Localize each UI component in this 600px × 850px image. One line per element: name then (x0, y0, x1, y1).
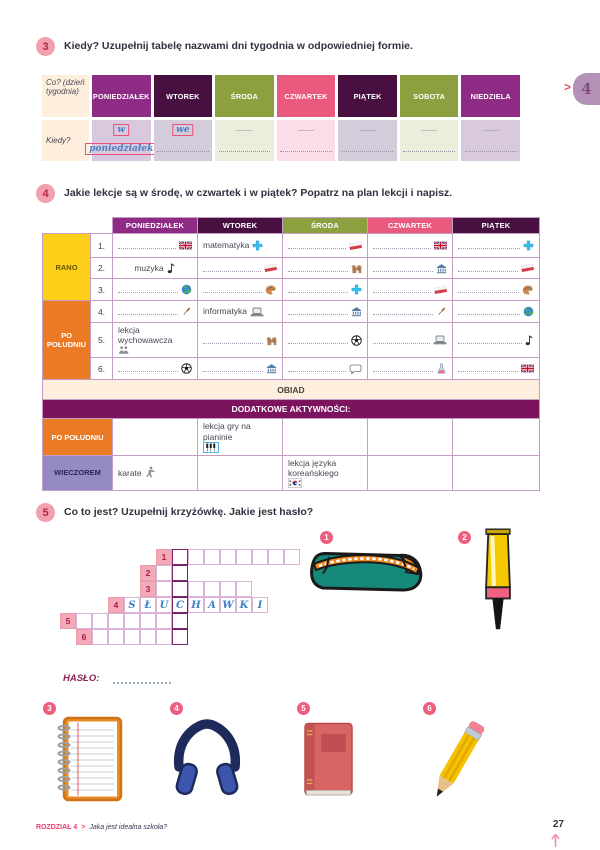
notebook-image (55, 714, 125, 804)
row-label-kiedy: Kiedy? (42, 120, 89, 161)
crossword-cell[interactable] (172, 581, 188, 597)
crossword-cell[interactable] (188, 597, 204, 613)
time-of-day-label: PO POŁUDNIU (43, 419, 113, 455)
pl-flag-icon (521, 263, 534, 273)
uk-flag-icon (521, 364, 534, 373)
schedule-cell[interactable] (198, 323, 283, 358)
answer-blank[interactable] (118, 371, 178, 372)
haslo-label: HASŁO: (63, 673, 100, 684)
handwritten-answer: we (172, 124, 193, 136)
crossword-cell[interactable] (92, 613, 108, 629)
crossword-cell[interactable] (172, 597, 188, 613)
crossword-cell[interactable] (156, 581, 172, 597)
answer-blank[interactable] (458, 248, 520, 249)
answer-blank-long[interactable] (157, 151, 209, 152)
answer-blank-long[interactable] (280, 151, 332, 152)
math-plus-icon (523, 240, 534, 251)
headphones-image (166, 717, 248, 801)
schedule-cell[interactable] (113, 358, 198, 380)
palette-icon (265, 285, 277, 295)
item-6-badge: 6 (423, 702, 436, 715)
crossword-letter: Ł (144, 599, 152, 611)
day-header: CZWARTEK (368, 218, 453, 234)
crossword-clue-number: 4 (108, 597, 124, 613)
schedule-cell[interactable] (198, 301, 283, 323)
crossword-cell[interactable] (172, 549, 188, 565)
castle-icon (351, 263, 362, 274)
crossword-cell[interactable] (172, 565, 188, 581)
crossword-letter: U (159, 599, 169, 611)
crossword-letter: A (208, 599, 216, 611)
day-header: WTOREK (198, 218, 283, 234)
schedule-cell[interactable] (198, 358, 283, 380)
answer-cell[interactable] (338, 120, 397, 161)
crossword-cell[interactable] (268, 549, 284, 565)
answer-blank[interactable] (288, 248, 346, 249)
schedule-cell[interactable] (368, 455, 453, 490)
crossword-cell[interactable] (220, 549, 236, 565)
answer-blank[interactable] (373, 248, 431, 249)
crossword-cell[interactable] (124, 629, 140, 645)
soccer-ball-icon (181, 363, 192, 374)
schedule-cell[interactable] (453, 301, 540, 323)
screwdriver-icon (181, 306, 192, 317)
schedule-cell[interactable] (113, 279, 198, 301)
day-header: ŚRODA (283, 218, 368, 234)
page-number: 27 (552, 819, 564, 830)
globe-icon (523, 306, 534, 317)
handwritten-answer: w (113, 124, 129, 136)
answer-blank[interactable] (458, 371, 518, 372)
day-column (215, 75, 274, 161)
answer-blank-long[interactable] (342, 151, 394, 152)
globe-icon (181, 284, 192, 295)
crossword-cell[interactable] (124, 597, 140, 613)
header-spacer (43, 218, 91, 234)
schedule-cell[interactable] (368, 234, 453, 258)
answer-cell[interactable] (461, 120, 520, 161)
day-header: NIEDZIELA (461, 75, 520, 117)
crossword-cell[interactable] (156, 629, 172, 645)
exercise-5-header (36, 503, 313, 522)
schedule-cell[interactable] (113, 323, 198, 358)
schedule-cell[interactable] (453, 323, 540, 358)
crossword-cell[interactable] (188, 549, 204, 565)
crossword-cell[interactable] (204, 581, 220, 597)
schedule-cell[interactable] (283, 234, 368, 258)
day-header: SOBOTA (400, 75, 459, 117)
crossword-cell[interactable] (172, 613, 188, 629)
day-column (400, 75, 459, 161)
day-header: PIĄTEK (338, 75, 397, 117)
day-column (461, 75, 520, 161)
answer-blank[interactable] (288, 271, 348, 272)
crossword-cell[interactable] (188, 581, 204, 597)
laptop-icon (250, 307, 264, 317)
castle-icon (266, 335, 277, 346)
haslo-row (63, 673, 171, 684)
schedule-cell[interactable] (198, 258, 283, 279)
lesson-number: 6. (91, 358, 113, 380)
pl-flag-icon (434, 285, 447, 295)
exercise-3-title: Kiedy? Uzupełnij tabelę nazwami dni tygodnia w odpowiedniej formie. (64, 40, 413, 52)
answer-blank[interactable] (288, 314, 348, 315)
day-header: WTOREK (154, 75, 213, 117)
schedule-cell[interactable] (283, 301, 368, 323)
crossword-cell[interactable] (156, 613, 172, 629)
answer-blank[interactable] (288, 371, 346, 372)
pencil-image (426, 714, 488, 809)
day-column (277, 75, 336, 161)
activity-text: lekcja gry na pianinie (203, 421, 251, 442)
schedule-cell[interactable] (453, 358, 540, 380)
item-1-badge: 1 (320, 531, 333, 544)
answer-cell[interactable] (215, 120, 274, 161)
crossword-clue-number: 1 (156, 549, 172, 565)
answer-blank[interactable] (373, 371, 433, 372)
crossword-cell[interactable] (156, 565, 172, 581)
book-image (300, 721, 356, 801)
schedule-cell[interactable] (453, 234, 540, 258)
answer-blank[interactable] (118, 248, 176, 249)
answer-blank[interactable] (458, 314, 520, 315)
lesson-text: matematyka (203, 240, 250, 251)
crossword-letter: I (257, 599, 263, 611)
item-4-badge: 4 (170, 702, 183, 715)
lunch-row: OBIAD (43, 380, 540, 400)
day-column (154, 75, 213, 161)
crossword-cell[interactable] (204, 549, 220, 565)
uk-flag-icon (179, 241, 192, 250)
activity-text: lekcja języka koreańskiego (288, 457, 339, 478)
answer-blank[interactable] (373, 314, 433, 315)
lesson-text: muzyka (134, 262, 164, 273)
schedule-cell[interactable] (283, 279, 368, 301)
answer-blank[interactable] (203, 371, 263, 372)
crossword-clue-number: 3 (140, 581, 156, 597)
crossword-cell[interactable] (252, 597, 268, 613)
activity-text: karate (118, 467, 142, 478)
extra-activities-header: DODATKOWE AKTYWNOŚCI: (43, 400, 540, 419)
pencil-case-image (306, 543, 426, 593)
up-arrow-icon (550, 832, 561, 848)
answer-blank-short[interactable] (299, 130, 314, 131)
answer-blank-long[interactable] (219, 151, 271, 152)
answer-blank[interactable] (118, 292, 178, 293)
lesson-number: 1. (91, 234, 113, 258)
answer-blank-short[interactable] (422, 130, 437, 131)
answer-blank[interactable] (288, 343, 348, 344)
footer-book-title: Jaka jest idealna szkoła? (89, 824, 168, 831)
karate-figure-icon (145, 466, 156, 479)
flask-icon (436, 363, 447, 375)
side-tab-arrow: > (563, 80, 571, 94)
lesson-number: 4. (91, 301, 113, 323)
schedule-cell[interactable] (283, 419, 368, 455)
day-header: PIĄTEK (453, 218, 540, 234)
crossword-cell[interactable] (220, 597, 236, 613)
crossword-cell[interactable] (140, 629, 156, 645)
exercise-5-title: Co to jest? Uzupełnij krzyżówkę. Jakie jest hasło? (64, 506, 314, 518)
answer-blank[interactable] (373, 292, 431, 293)
answer-cell[interactable] (277, 120, 336, 161)
pl-flag-icon (264, 263, 277, 273)
answer-blank[interactable] (373, 343, 430, 344)
time-of-day-label: PO POŁUDNIU (43, 301, 91, 380)
crossword-letter: C (176, 599, 184, 611)
lesson-schedule-table (42, 217, 540, 491)
soccer-ball-icon (351, 335, 362, 346)
crossword-cell[interactable] (236, 581, 252, 597)
schedule-cell[interactable] (113, 234, 198, 258)
schedule-cell[interactable] (368, 279, 453, 301)
schedule-cell[interactable] (198, 279, 283, 301)
math-plus-icon (252, 240, 263, 251)
answer-blank[interactable] (458, 271, 518, 272)
crossword-cell[interactable] (124, 613, 140, 629)
exercise-4-header (36, 184, 452, 203)
schedule-cell[interactable] (453, 419, 540, 455)
crossword-cell[interactable] (140, 613, 156, 629)
crossword-cell[interactable] (284, 549, 300, 565)
schedule-cell[interactable] (283, 258, 368, 279)
uk-flag-icon (434, 241, 447, 250)
schedule-cell[interactable] (113, 455, 198, 490)
crossword-letter: H (191, 599, 201, 611)
corner-question: Co? (dzień tygodnia) (42, 75, 89, 117)
answer-blank[interactable] (288, 292, 348, 293)
crossword-cell[interactable] (92, 629, 108, 645)
schedule-cell[interactable] (368, 323, 453, 358)
people-group-icon (118, 345, 130, 355)
schedule-cell[interactable] (113, 258, 198, 279)
schedule-cell[interactable] (283, 358, 368, 380)
crossword-cell[interactable] (236, 597, 252, 613)
answer-blank[interactable] (203, 292, 262, 293)
kr-flag-icon (288, 478, 302, 488)
header-spacer (91, 218, 113, 234)
answer-blank[interactable] (118, 314, 178, 315)
schedule-cell[interactable] (283, 455, 368, 490)
day-column (89, 75, 154, 161)
piano-icon (203, 442, 219, 453)
glue-tube-image (477, 526, 519, 636)
crossword-letter: W (222, 599, 234, 611)
crossword-cell[interactable] (140, 597, 156, 613)
answer-blank[interactable] (203, 271, 261, 272)
answer-blank-short[interactable] (360, 130, 375, 131)
pl-flag-icon (349, 241, 362, 251)
time-of-day-label: WIECZOREM (43, 455, 113, 490)
crossword-cell[interactable] (108, 613, 124, 629)
schedule-cell[interactable] (198, 419, 283, 455)
crossword-cell[interactable] (252, 549, 268, 565)
lesson-number: 3. (91, 279, 113, 301)
exercise-3-badge: 3 (36, 37, 55, 56)
crossword-cell[interactable] (236, 549, 252, 565)
lesson-text: informatyka (203, 306, 247, 317)
schedule-cell[interactable] (368, 301, 453, 323)
crossword-cell[interactable] (204, 597, 220, 613)
footer (36, 824, 167, 831)
schedule-cell[interactable] (198, 234, 283, 258)
crossword-letter: S (128, 599, 136, 611)
day-header: ŚRODA (215, 75, 274, 117)
crossword-letter: K (239, 599, 249, 611)
day-column (338, 75, 397, 161)
schedule-cell[interactable] (453, 258, 540, 279)
handwritten-answer: poniedziałek (85, 143, 157, 155)
schedule-cell[interactable] (368, 258, 453, 279)
laptop-icon (433, 335, 447, 345)
answer-blank[interactable] (203, 343, 263, 344)
museum-icon (266, 363, 277, 374)
answer-blank[interactable] (458, 343, 522, 344)
day-header: PONIEDZIAŁEK (92, 75, 151, 117)
side-tab-unit: 4 (573, 73, 600, 105)
schedule-cell[interactable] (453, 455, 540, 490)
day-header: PONIEDZIAŁEK (113, 218, 198, 234)
schedule-cell[interactable] (283, 323, 368, 358)
schedule-cell[interactable] (368, 419, 453, 455)
museum-icon (351, 306, 362, 317)
answer-blank-long[interactable] (465, 151, 517, 152)
museum-icon (436, 263, 447, 274)
answer-blank[interactable] (373, 271, 433, 272)
crossword-clue-number: 5 (60, 613, 76, 629)
day-header: CZWARTEK (277, 75, 336, 117)
palette-icon (522, 285, 534, 295)
lesson-number: 2. (91, 258, 113, 279)
schedule-cell[interactable] (453, 279, 540, 301)
crossword-cell[interactable] (220, 581, 236, 597)
screwdriver-icon (436, 306, 447, 317)
crossword-grid (60, 549, 306, 647)
math-plus-icon (351, 284, 362, 295)
time-of-day-label: RANO (43, 234, 91, 301)
answer-blank-short[interactable] (483, 130, 498, 131)
answer-blank[interactable] (458, 292, 519, 293)
haslo-answer-blank[interactable] (113, 673, 171, 684)
schedule-cell[interactable] (113, 301, 198, 323)
speech-bubble-icon (349, 364, 362, 374)
music-note-icon (167, 262, 176, 274)
music-note-icon (525, 334, 534, 346)
crossword-cell[interactable] (172, 629, 188, 645)
lesson-text: lekcja wychowawcza (118, 325, 173, 346)
crossword-clue-number: 2 (140, 565, 156, 581)
table-corner (42, 75, 89, 161)
exercise-3-header (36, 37, 413, 56)
answer-cell[interactable] (400, 120, 459, 161)
crossword-cell[interactable] (108, 629, 124, 645)
schedule-cell[interactable] (198, 455, 283, 490)
footer-separator: > (81, 824, 86, 831)
answer-cell[interactable] (89, 120, 154, 161)
schedule-cell[interactable] (113, 419, 198, 455)
item-3-badge: 3 (43, 702, 56, 715)
crossword-cell[interactable] (156, 597, 172, 613)
exercise-4-badge: 4 (36, 184, 55, 203)
lesson-number: 5. (91, 323, 113, 358)
exercise-5-badge: 5 (36, 503, 55, 522)
schedule-cell[interactable] (368, 358, 453, 380)
crossword-cell[interactable] (76, 613, 92, 629)
crossword-clue-number: 6 (76, 629, 92, 645)
answer-blank-short[interactable] (237, 130, 252, 131)
days-of-week-table (42, 75, 520, 161)
item-2-badge: 2 (458, 531, 471, 544)
footer-chapter: ROZDZIAŁ 4 (36, 824, 78, 831)
item-5-badge: 5 (297, 702, 310, 715)
answer-blank-long[interactable] (403, 151, 455, 152)
answer-cell[interactable] (154, 120, 213, 161)
exercise-4-title: Jakie lekcje są w środę, w czwartek i w piątek? Popatrz na plan lekcji i napisz. (64, 187, 453, 199)
